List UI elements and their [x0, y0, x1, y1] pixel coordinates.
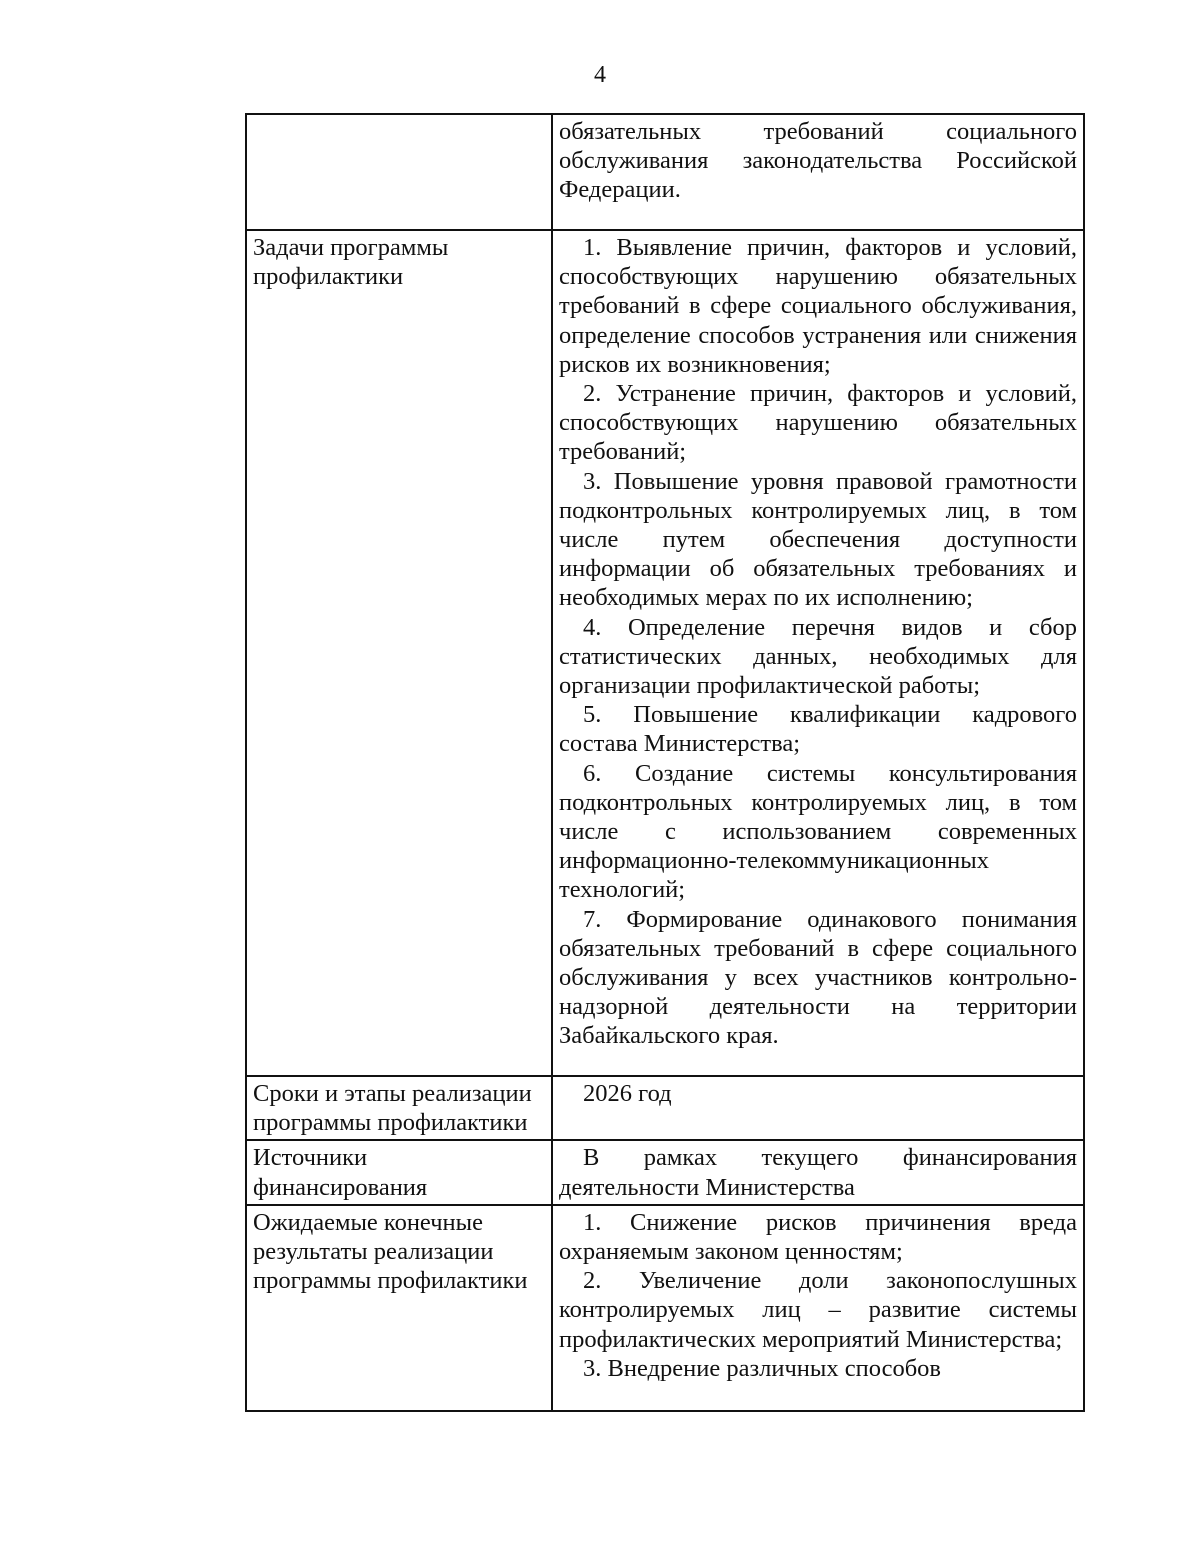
table-row: [246, 230, 1084, 1076]
funding-text: В рамках текущего финансирования деятельности Министерства: [559, 1144, 1077, 1201]
task-item: 7. Формирование одинакового понимания обязательных требований в сфере социального обслуживания у всех участников контрольно-надзорной деятельности на территории Забайкальского края.: [559, 905, 1077, 1050]
table-row: [246, 114, 1084, 230]
table-row: [246, 1205, 1084, 1411]
row-content-tasks: [552, 230, 1084, 1076]
row-label-funding: Источники финансирования: [246, 1140, 552, 1204]
terms-text: 2026 год: [583, 1080, 672, 1107]
row-content-terms: [552, 1076, 1084, 1140]
row-label-results: Ожидаемые конечные результаты реализации программы профилактики: [246, 1205, 552, 1411]
program-table: [245, 113, 1085, 1412]
task-item: 6. Создание системы консультирования подконтрольных контролируемых лиц, в том числе с использованием современных информационно-телекоммуникационных технологий;: [559, 759, 1077, 904]
row-content-results: [552, 1205, 1084, 1411]
task-item: 4. Определение перечня видов и сбор статистических данных, необходимых для организации профилактической работы;: [559, 613, 1077, 700]
task-item: 5. Повышение квалификации кадрового состава Министерства;: [559, 701, 1077, 758]
result-item: 2. Увеличение доли законопослушных контролируемых лиц – развитие системы профилактических мероприятий Министерства;: [559, 1267, 1077, 1353]
row-content-continuation: [552, 114, 1084, 230]
row-label-terms: Сроки и этапы реализации программы профилактики: [246, 1076, 552, 1140]
task-item: 2. Устранение причин, факторов и условий, способствующих нарушению обязательных требований;: [559, 380, 1077, 466]
table-row: [246, 1076, 1084, 1140]
table-row: [246, 1140, 1084, 1204]
continuation-text: обязательных требований социального обслуживания законодательства Российской Федерации.: [559, 118, 1077, 204]
task-item: 3. Повышение уровня правовой грамотности подконтрольных контролируемых лиц, в том числе путем обеспечения доступности информации об обязательных требованиях и необходимых мерах по их исполнению;: [559, 467, 1077, 612]
page-number: 4: [594, 62, 606, 88]
task-item: 1. Выявление причин, факторов и условий, способствующих нарушению обязательных требований в сфере социального обслуживания, определение способов устранения или снижения рисков их возникновения;: [559, 234, 1077, 378]
row-label-tasks: Задачи программы профилактики: [246, 230, 552, 1076]
row-label-empty: [246, 114, 552, 230]
result-item: 3. Внедрение различных способов: [583, 1354, 941, 1382]
row-content-funding: [552, 1140, 1084, 1204]
result-item: 1. Снижение рисков причинения вреда охраняемым законом ценностям;: [559, 1208, 1077, 1266]
